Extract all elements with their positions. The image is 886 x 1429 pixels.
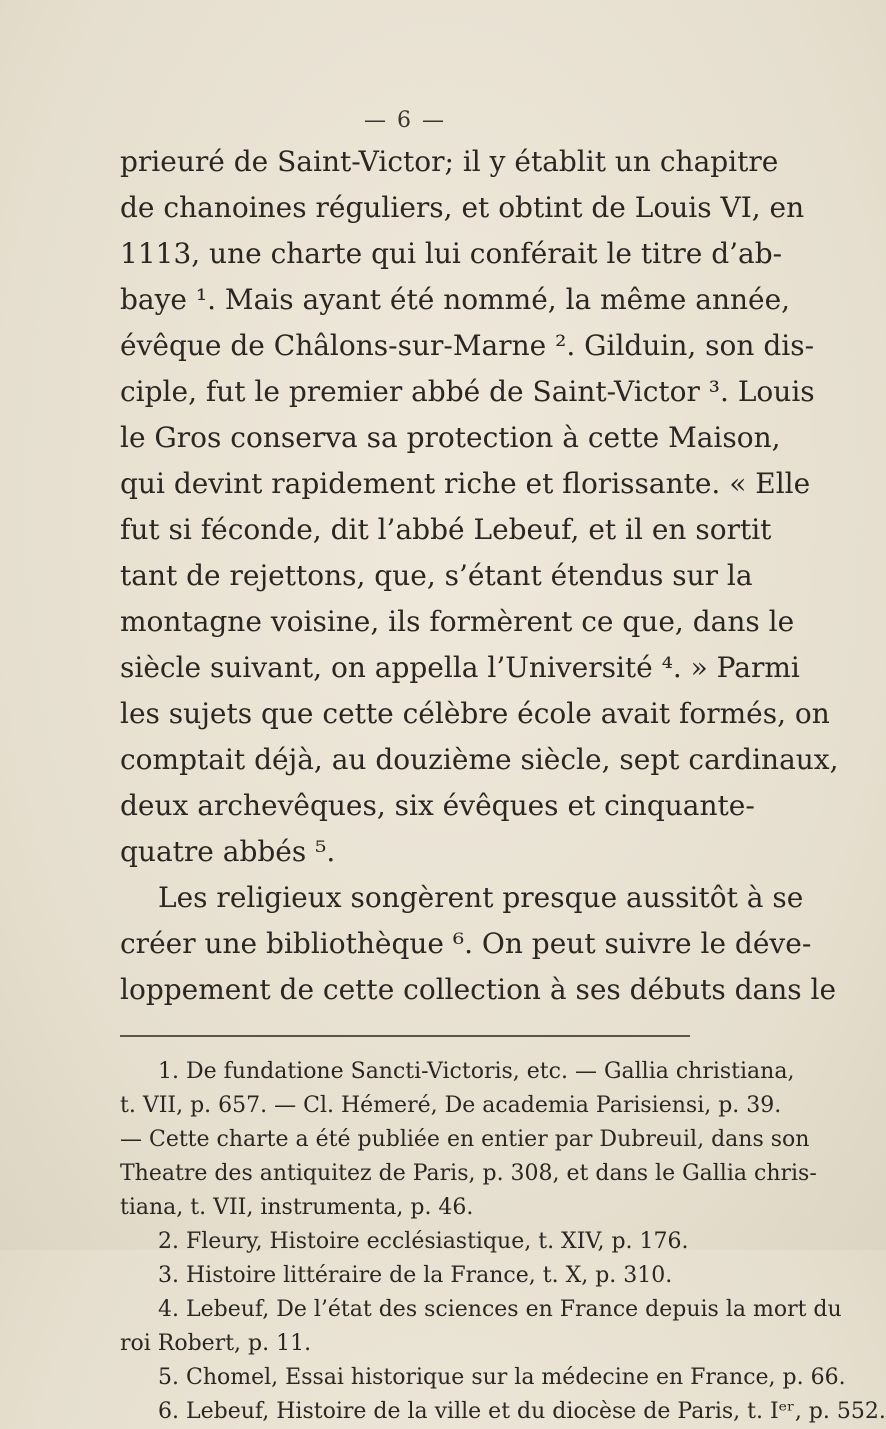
text-line: prieuré de Saint-Victor; il y établit un chapitre	[120, 145, 779, 178]
text-line: qui devint rapidement riche et florissante. « Elle	[120, 467, 811, 500]
text-line: tant de rejettons, que, s’étant étendus sur la	[120, 559, 753, 592]
book-page	[120, 108, 886, 1429]
footnote-line: — Cette charte a été publiée en entier par Dubreuil, dans son	[120, 1127, 810, 1152]
text-line: deux archevêques, six évêques et cinquante-	[120, 789, 755, 822]
text-line: évêque de Châlons-sur-Marne ². Gilduin, son dis-	[120, 329, 815, 362]
text-line: fut si féconde, dit l’abbé Lebeuf, et il en sortit	[120, 513, 772, 546]
text-line: loppement de cette collection à ses débuts dans le	[120, 973, 837, 1006]
footnote-line: t. VII, p. 657. — Cl. Hémeré, De academia Parisiensi, p. 39.	[120, 1093, 782, 1118]
text-line: montagne voisine, ils formèrent ce que, dans le	[120, 605, 795, 638]
footnote-divider	[120, 1035, 690, 1037]
text-line: ciple, fut le premier abbé de Saint-Victor ³. Louis	[120, 375, 815, 408]
footnote-line: 6. Lebeuf, Histoire de la ville et du diocèse de Paris, t. Iᵉʳ, p. 552.	[158, 1399, 886, 1424]
text-line: 1113, une charte qui lui conférait le titre d’ab-	[120, 237, 783, 270]
footnote-line: 4. Lebeuf, De l’état des sciences en France depuis la mort du	[158, 1297, 842, 1322]
page-number: — 6 —	[364, 108, 446, 133]
text-line: le Gros conserva sa protection à cette Maison,	[120, 421, 781, 454]
text-line: comptait déjà, au douzième siècle, sept cardinaux,	[120, 743, 839, 776]
text-line: siècle suivant, on appella l’Université ⁴. » Parmi	[120, 651, 800, 684]
text-line: créer une bibliothèque ⁶. On peut suivre le déve-	[120, 927, 812, 960]
footnotes	[120, 1055, 886, 1429]
text-line: de chanoines réguliers, et obtint de Louis VI, en	[120, 191, 805, 224]
footnote-line: Theatre des antiquitez de Paris, p. 308, et dans le Gallia chris-	[120, 1161, 817, 1186]
main-text	[120, 139, 839, 1013]
footnote-line: 1. De fundatione Sancti-Victoris, etc. — Gallia christiana,	[158, 1059, 795, 1084]
footnote-line: roi Robert, p. 11.	[120, 1331, 312, 1356]
footnote-line: tiana, t. VII, instrumenta, p. 46.	[120, 1195, 474, 1220]
text-line: quatre abbés ⁵.	[120, 835, 336, 868]
footnote-line: 3. Histoire littéraire de la France, t. X, p. 310.	[158, 1263, 673, 1288]
text-line: les sujets que cette célèbre école avait formés, on	[120, 697, 830, 730]
footnote-line: 2. Fleury, Histoire ecclésiastique, t. XIV, p. 176.	[158, 1229, 689, 1254]
text-line: Les religieux songèrent presque aussitôt à se	[158, 881, 804, 914]
footnote-line: 5. Chomel, Essai historique sur la médecine en France, p. 66.	[158, 1365, 846, 1390]
text-line: baye ¹. Mais ayant été nommé, la même année,	[120, 283, 791, 316]
